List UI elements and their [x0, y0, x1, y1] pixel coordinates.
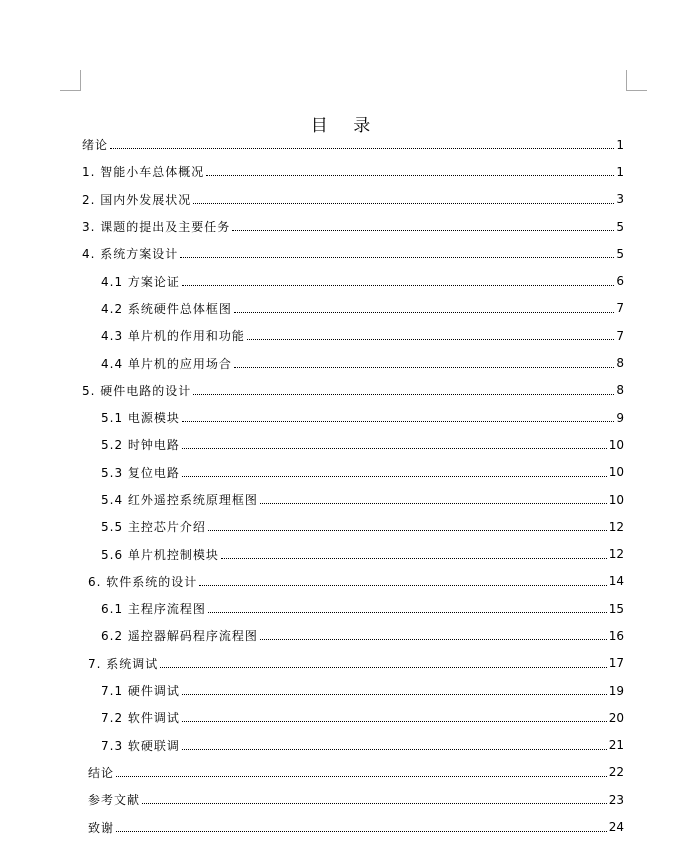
toc-entry-label: 7.3 软硬联调: [101, 738, 180, 753]
toc-leader-dots: [110, 148, 614, 149]
toc-entry-label: 6.2 遥控器解码程序流程图: [101, 629, 258, 644]
toc-entry[interactable]: [0, 267, 681, 294]
toc-entry[interactable]: [0, 813, 681, 840]
toc-entry-label: 绪论: [82, 138, 109, 153]
toc-entry-label: 4.4 单片机的应用场合: [101, 356, 232, 371]
toc-leader-dots: [182, 476, 607, 477]
table-of-contents: [0, 131, 681, 841]
toc-entry-label: 5.6 单片机控制模块: [101, 547, 219, 562]
toc-entry[interactable]: [0, 459, 681, 486]
toc-entry[interactable]: [0, 431, 681, 458]
toc-entry[interactable]: [0, 513, 681, 540]
page-corner-mark-top-right: [626, 70, 647, 91]
toc-entry-page: 12: [608, 519, 624, 534]
toc-entry-label: 7.1 硬件调试: [101, 684, 180, 699]
toc-entry[interactable]: [0, 158, 681, 185]
toc-leader-dots: [234, 312, 614, 313]
toc-entry-page: 12: [608, 547, 624, 562]
toc-entry-label: 4.1 方案论证: [101, 274, 180, 289]
toc-leader-dots: [260, 503, 607, 504]
toc-entry-label: 参考文献: [88, 793, 141, 808]
toc-leader-dots: [260, 639, 607, 640]
toc-entry[interactable]: [0, 622, 681, 649]
toc-leader-dots: [221, 558, 607, 559]
toc-entry-label: 致谢: [88, 820, 115, 835]
toc-entry-label: 6. 软件系统的设计: [88, 574, 198, 589]
toc-entry[interactable]: [0, 677, 681, 704]
toc-leader-dots: [142, 803, 607, 804]
toc-entry-page: 7: [616, 301, 624, 316]
toc-entry-page: 14: [608, 574, 624, 589]
toc-entry-label: 7.2 软件调试: [101, 711, 180, 726]
toc-entry-page: 10: [608, 437, 624, 452]
toc-entry[interactable]: [0, 486, 681, 513]
toc-entry-page: 10: [608, 492, 624, 507]
toc-entry[interactable]: [0, 295, 681, 322]
toc-entry[interactable]: [0, 568, 681, 595]
toc-entry[interactable]: [0, 322, 681, 349]
toc-leader-dots: [193, 203, 614, 204]
toc-entry-page: 7: [616, 328, 624, 343]
toc-entry[interactable]: [0, 404, 681, 431]
toc-entry-label: 5.3 复位电路: [101, 465, 180, 480]
toc-entry-page: 24: [608, 820, 624, 835]
toc-entry[interactable]: [0, 650, 681, 677]
toc-leader-dots: [193, 394, 614, 395]
toc-leader-dots: [247, 339, 614, 340]
toc-leader-dots: [234, 367, 614, 368]
toc-entry[interactable]: [0, 786, 681, 813]
toc-leader-dots: [208, 530, 607, 531]
toc-entry-label: 7. 系统调试: [88, 656, 159, 671]
page-corner-mark-top-left: [60, 70, 81, 91]
toc-leader-dots: [182, 749, 607, 750]
toc-entry[interactable]: [0, 349, 681, 376]
toc-entry[interactable]: [0, 540, 681, 567]
toc-entry-page: 10: [608, 465, 624, 480]
toc-title: 目 录: [310, 116, 381, 137]
toc-entry[interactable]: [0, 240, 681, 267]
toc-entry-page: 19: [608, 683, 624, 698]
toc-entry-label: 4. 系统方案设计: [82, 247, 179, 262]
toc-entry[interactable]: [0, 131, 681, 158]
toc-entry-page: 17: [608, 656, 624, 671]
toc-leader-dots: [199, 585, 606, 586]
toc-entry-label: 5. 硬件电路的设计: [82, 383, 192, 398]
toc-entry[interactable]: [0, 759, 681, 786]
toc-entry-label: 4.2 系统硬件总体框图: [101, 301, 232, 316]
toc-entry[interactable]: [0, 595, 681, 622]
toc-entry[interactable]: [0, 377, 681, 404]
toc-entry-label: 5.4 红外遥控系统原理框图: [101, 493, 258, 507]
toc-entry[interactable]: [0, 704, 681, 731]
toc-entry-page: 15: [608, 601, 624, 616]
toc-entry-label: 5.5 主控芯片介绍: [101, 520, 206, 535]
toc-entry-page: 1: [616, 164, 624, 179]
toc-entry-page: 8: [616, 356, 624, 371]
toc-entry-label: 1. 智能小车总体概况: [82, 165, 205, 180]
toc-entry-label: 4.3 单片机的作用和功能: [101, 329, 245, 344]
toc-leader-dots: [160, 667, 606, 668]
toc-entry-label: 2. 国内外发展状况: [82, 192, 192, 207]
toc-entry[interactable]: [0, 732, 681, 759]
toc-entry-page: 16: [608, 628, 624, 643]
toc-leader-dots: [182, 694, 607, 695]
toc-entry-page: 9: [616, 410, 624, 425]
toc-entry-label: 结论: [88, 765, 115, 780]
toc-leader-dots: [182, 448, 607, 449]
toc-leader-dots: [182, 421, 614, 422]
toc-entry-page: 3: [616, 192, 624, 207]
toc-entry-page: 5: [616, 219, 624, 234]
toc-entry-label: 6.1 主程序流程图: [101, 602, 206, 617]
toc-entry-page: 5: [616, 246, 624, 261]
toc-leader-dots: [182, 285, 614, 286]
toc-leader-dots: [232, 230, 614, 231]
toc-entry[interactable]: [0, 186, 681, 213]
toc-entry-page: 21: [608, 738, 624, 753]
toc-leader-dots: [206, 175, 614, 176]
toc-entry[interactable]: [0, 213, 681, 240]
toc-leader-dots: [182, 721, 607, 722]
toc-leader-dots: [116, 776, 607, 777]
toc-entry-page: 1: [616, 137, 624, 152]
toc-entry-label: 5.1 电源模块: [101, 411, 180, 426]
toc-leader-dots: [208, 612, 607, 613]
toc-entry-page: 6: [616, 274, 624, 289]
toc-entry-page: 20: [608, 710, 624, 725]
toc-entry-page: 23: [608, 792, 624, 807]
toc-entry-label: 5.2 时钟电路: [101, 438, 180, 453]
toc-leader-dots: [116, 831, 607, 832]
toc-leader-dots: [180, 257, 614, 258]
toc-entry-page: 8: [616, 383, 624, 398]
toc-entry-label: 3. 课题的提出及主要任务: [82, 220, 231, 235]
toc-entry-page: 22: [608, 765, 624, 780]
